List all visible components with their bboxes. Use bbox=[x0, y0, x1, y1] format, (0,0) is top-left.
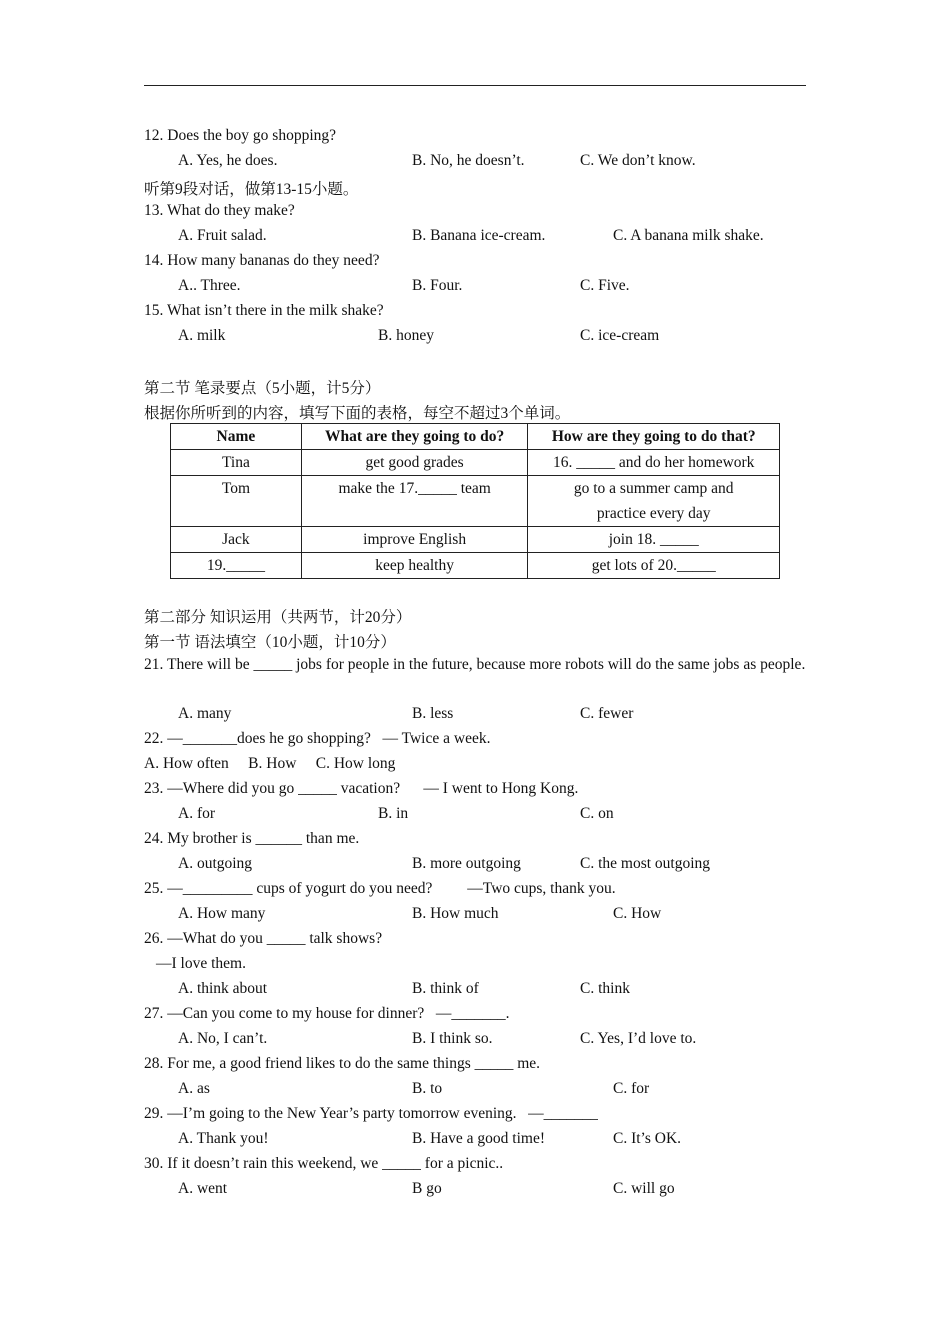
q30-option-b: B go bbox=[412, 1180, 442, 1197]
question-23: 23. —Where did you go _____ vacation? — I went to Hong Kong. bbox=[144, 780, 579, 797]
q26-option-b: B. think of bbox=[412, 980, 479, 997]
q25-option-a: A. How many bbox=[178, 905, 266, 922]
question-27: 27. —Can you come to my house for dinner? —_______. bbox=[144, 1005, 510, 1022]
table-cell: 16. _____ and do her homework bbox=[528, 450, 780, 476]
q13-option-c: C. A banana milk shake. bbox=[613, 227, 764, 244]
q25-option-b: B. How much bbox=[412, 905, 499, 922]
table-row bbox=[171, 553, 780, 579]
q30-option-a: A. went bbox=[178, 1180, 228, 1197]
q28-option-b: B. to bbox=[412, 1080, 443, 1097]
table-cell: Jack bbox=[171, 527, 302, 553]
table-cell: keep healthy bbox=[301, 553, 528, 579]
header-plan: What are they going to do? bbox=[301, 424, 528, 450]
q15-option-a: A. milk bbox=[178, 327, 226, 344]
q28-option-a: A. as bbox=[178, 1080, 210, 1097]
section-2-title: 第二节 笔录要点（5小题，计5分） bbox=[144, 380, 381, 397]
question-14: 14. How many bananas do they need? bbox=[144, 252, 380, 269]
q25-option-c: C. How bbox=[613, 905, 662, 922]
cell-line: practice every day bbox=[596, 505, 711, 522]
q12-option-c: C. We don’t know. bbox=[580, 152, 696, 169]
notes-table bbox=[170, 423, 780, 579]
q23-option-c: C. on bbox=[580, 805, 614, 822]
table-row bbox=[171, 450, 780, 476]
question-22: 22. —_______does he go shopping? — Twice a week. bbox=[144, 730, 491, 747]
table-row bbox=[171, 527, 780, 553]
q12-option-a: A. Yes, he does. bbox=[178, 152, 278, 169]
table-cell: Tina bbox=[171, 450, 302, 476]
header-name: Name bbox=[171, 424, 302, 450]
q21-option-a: A. many bbox=[178, 705, 232, 722]
q14-option-a: A.. Three. bbox=[178, 277, 241, 294]
q15-option-b: B. honey bbox=[378, 327, 434, 344]
question-25: 25. —_________ cups of yogurt do you need? —Two cups, thank you. bbox=[144, 880, 616, 897]
q24-option-c: C. the most outgoing bbox=[580, 855, 711, 872]
q24-option-b: B. more outgoing bbox=[412, 855, 521, 872]
q26-reply: —I love them. bbox=[156, 955, 246, 972]
table-row bbox=[171, 476, 780, 527]
q27-option-b: B. I think so. bbox=[412, 1030, 493, 1047]
q21-option-c: C. fewer bbox=[580, 705, 634, 722]
table-cell bbox=[528, 476, 780, 527]
q22-options: A. How often B. How C. How long bbox=[144, 755, 396, 772]
question-15: 15. What isn’t there in the milk shake? bbox=[144, 302, 384, 319]
q15-option-c: C. ice-cream bbox=[580, 327, 660, 344]
q13-option-b: B. Banana ice-cream. bbox=[412, 227, 546, 244]
q14-option-b: B. Four. bbox=[412, 277, 463, 294]
q29-option-b: B. Have a good time! bbox=[412, 1130, 546, 1147]
table-cell: Tom bbox=[171, 476, 302, 527]
q26-option-c: C. think bbox=[580, 980, 630, 997]
q27-option-a: A. No, I can’t. bbox=[178, 1030, 268, 1047]
table-cell: join 18. _____ bbox=[528, 527, 780, 553]
question-29: 29. —I’m going to the New Year’s party tomorrow evening. —_______ bbox=[144, 1105, 598, 1122]
question-13: 13. What do they make? bbox=[144, 202, 295, 219]
table-cell: improve English bbox=[301, 527, 528, 553]
q30-option-c: C. will go bbox=[613, 1180, 675, 1197]
part-2-section-1-title: 第一节 语法填空（10小题，计10分） bbox=[144, 634, 396, 651]
q28-option-c: C. for bbox=[613, 1080, 650, 1097]
question-21: 21. There will be _____ jobs for people in the future, because more robots will do the same jobs as people. bbox=[144, 656, 806, 673]
q26-option-a: A. think about bbox=[178, 980, 268, 997]
header-method: How are they going to do that? bbox=[528, 424, 780, 450]
header-rule bbox=[144, 85, 806, 86]
q29-option-c: C. It’s OK. bbox=[613, 1130, 682, 1147]
dialog-9-instruction: 听第9段对话，做第13-15小题。 bbox=[144, 181, 359, 198]
table-cell: get lots of 20._____ bbox=[528, 553, 780, 579]
q23-option-a: A. for bbox=[178, 805, 216, 822]
question-28: 28. For me, a good friend likes to do the same things _____ me. bbox=[144, 1055, 541, 1072]
q24-option-a: A. outgoing bbox=[178, 855, 253, 872]
part-2-title: 第二部分 知识运用（共两节，计20分） bbox=[144, 609, 412, 626]
table-cell: make the 17._____ team bbox=[301, 476, 528, 527]
section-2-instruction: 根据你所听到的内容，填写下面的表格，每空不超过3个单词。 bbox=[144, 405, 571, 422]
table-cell: get good grades bbox=[301, 450, 528, 476]
q21-option-b: B. less bbox=[412, 705, 454, 722]
q29-option-a: A. Thank you! bbox=[178, 1130, 269, 1147]
q13-option-a: A. Fruit salad. bbox=[178, 227, 267, 244]
q14-option-c: C. Five. bbox=[580, 277, 630, 294]
q27-option-c: C. Yes, I’d love to. bbox=[580, 1030, 697, 1047]
q23-option-b: B. in bbox=[378, 805, 409, 822]
question-24: 24. My brother is ______ than me. bbox=[144, 830, 360, 847]
cell-line: go to a summer camp and bbox=[573, 480, 734, 497]
question-26: 26. —What do you _____ talk shows? bbox=[144, 930, 383, 947]
table-header-row bbox=[171, 424, 780, 450]
q12-option-b: B. No, he doesn’t. bbox=[412, 152, 525, 169]
question-12: 12. Does the boy go shopping? bbox=[144, 127, 337, 144]
question-30: 30. If it doesn’t rain this weekend, we _____ for a picnic.. bbox=[144, 1155, 504, 1172]
table-cell: 19._____ bbox=[171, 553, 302, 579]
